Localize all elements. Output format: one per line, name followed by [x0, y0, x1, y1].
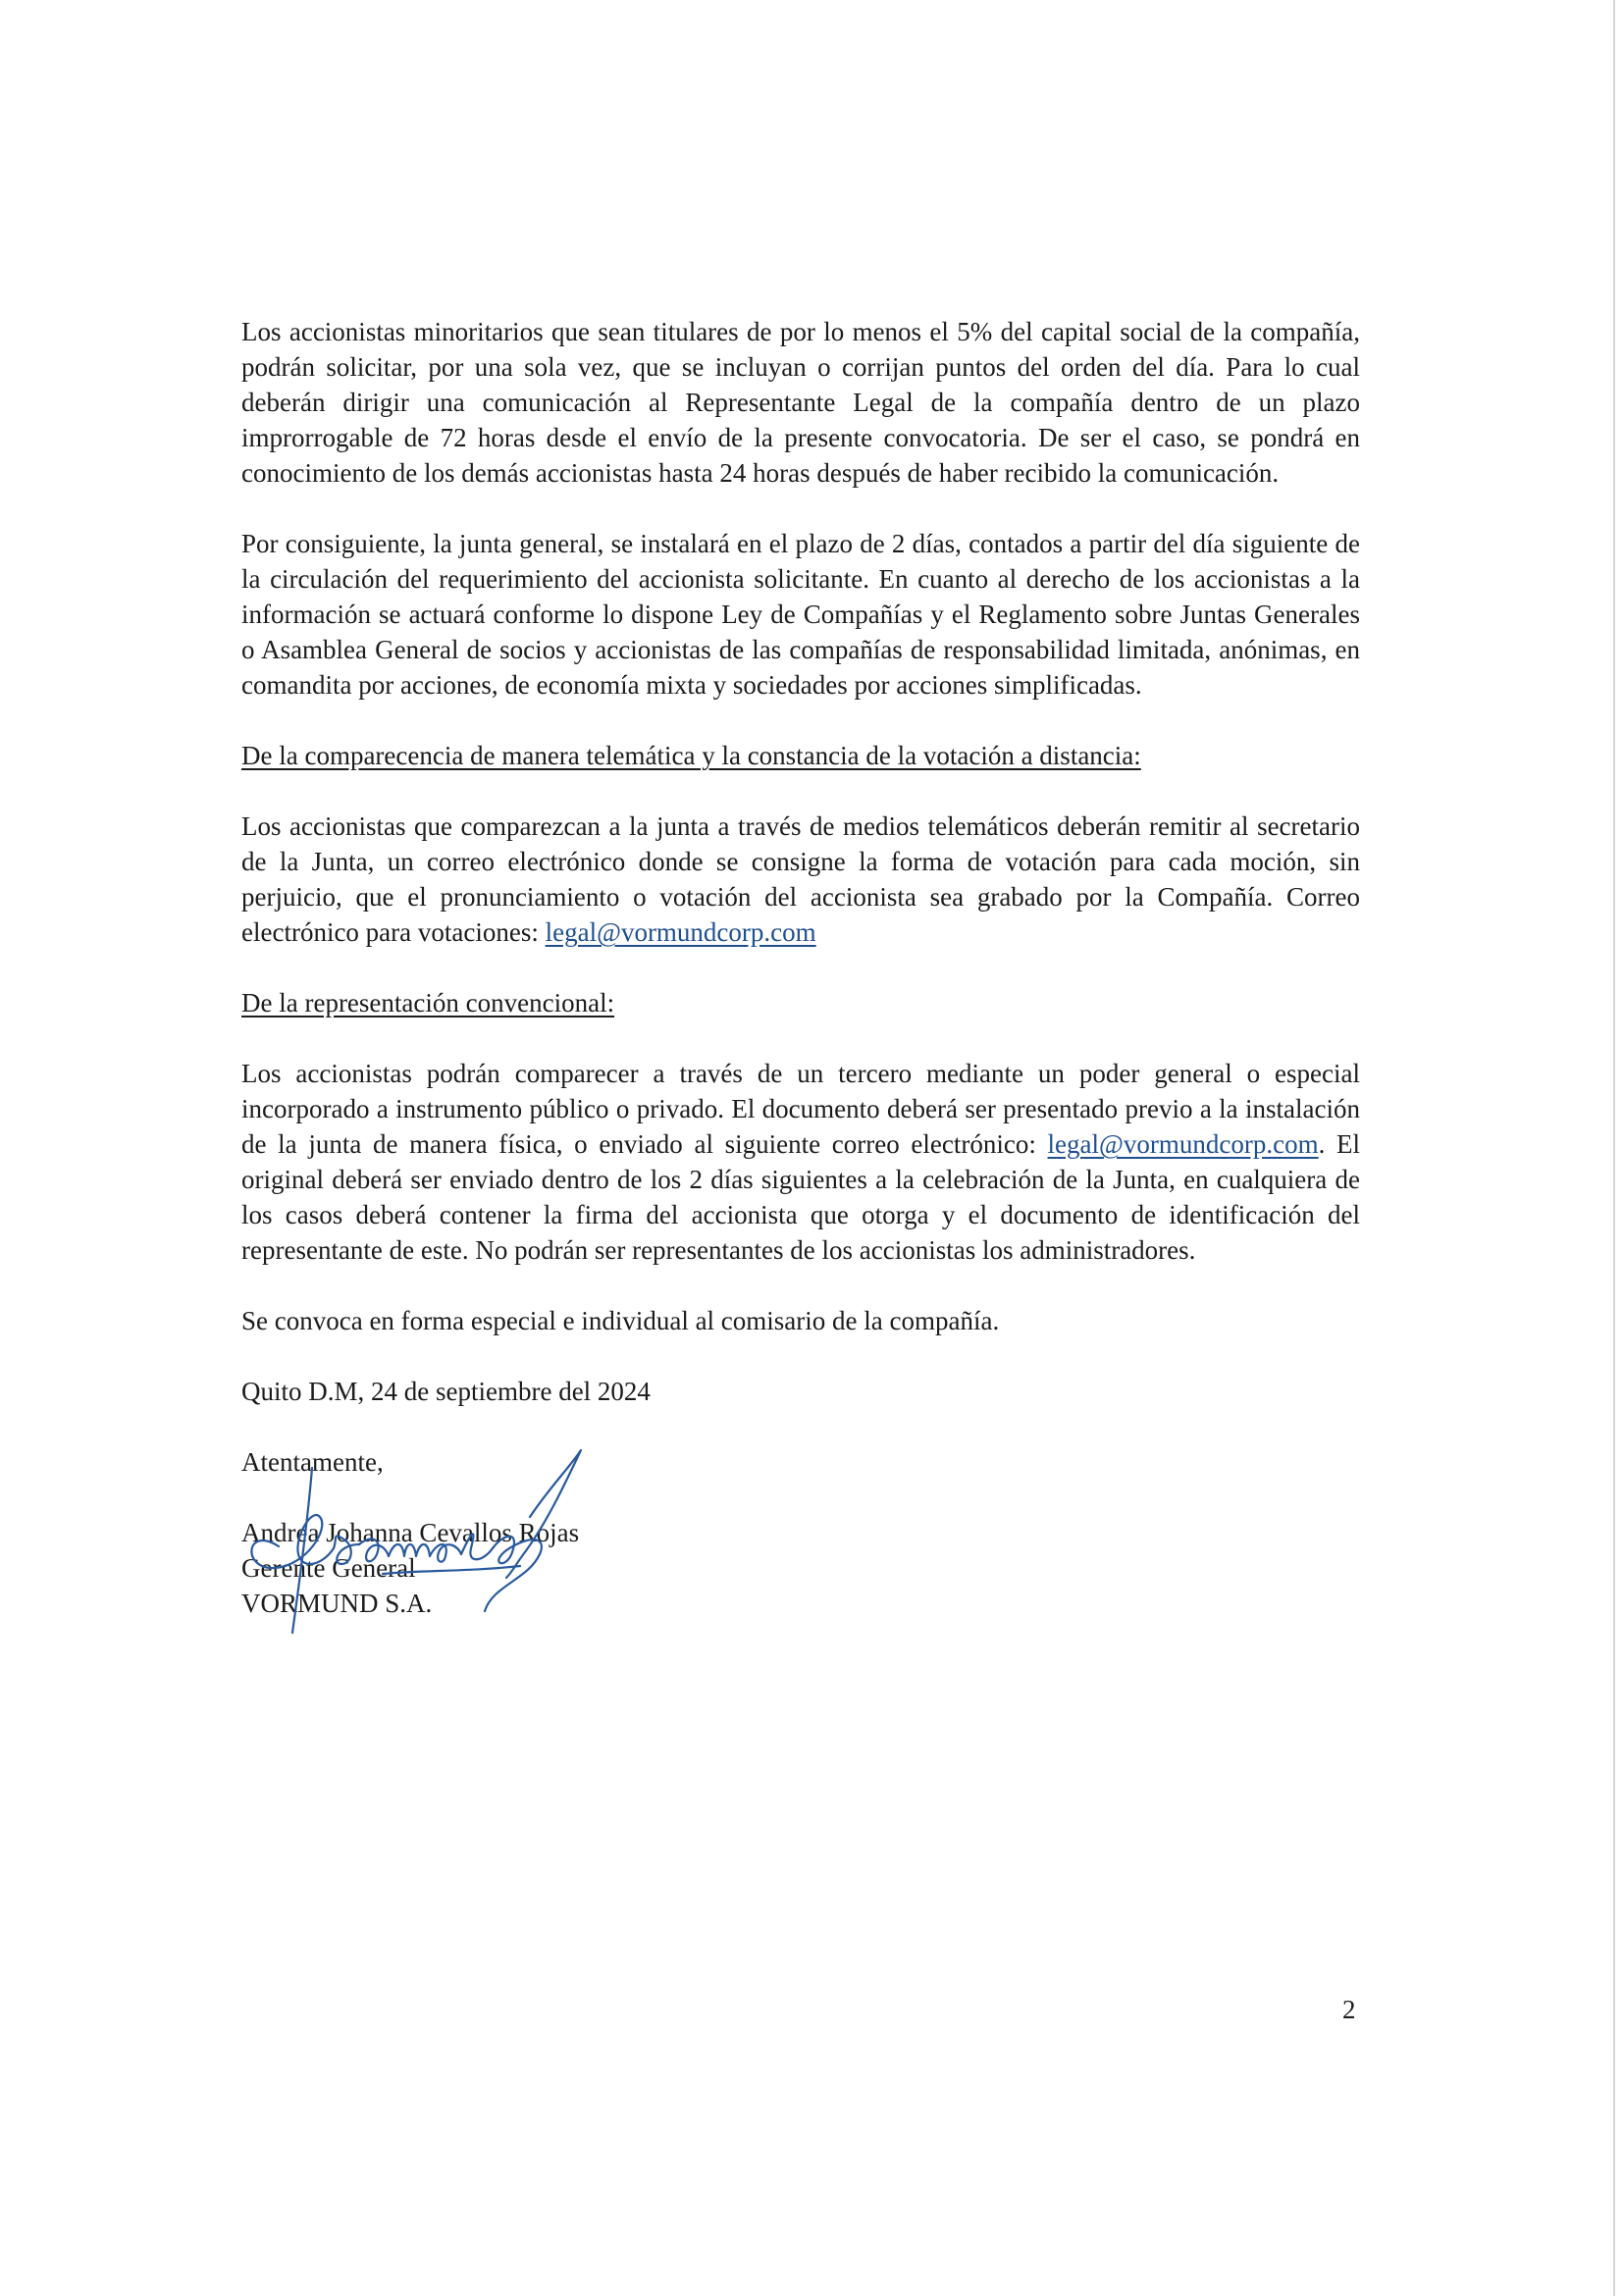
signature-block	[241, 1515, 1360, 1621]
paragraph-minority-shareholders: Los accionistas minoritarios que sean titulares de por lo menos el 5% del capital social de la compañía, podrán solicitar, por una sola vez, que se incluyan o corrijan puntos del orden del día. Para lo cual deberán dirigir una comunicación al Representante Legal de la compañía dentro de un plazo improrrogable de 72 horas desde el envío de la presente convocatoria. De ser el caso, se pondrá en conocimiento de los demás accionistas hasta 24 horas después de haber recibido la comunicación.	[241, 317, 1360, 488]
signatory-name: Andrea Johanna Cevallos Rojas	[241, 1518, 580, 1547]
representation-text-after: . El original deberá ser enviado dentro de los 2 días siguientes a la celebración de la Junta, en cualquiera de los casos deberá contener la firma del accionista que otorga y el documento de identificación del representante de este. No podrán ser representantes de los accionistas los administradores.	[241, 1129, 1360, 1265]
paragraph-representation	[241, 1056, 1360, 1268]
voting-email-link[interactable]: legal@vormundcorp.com	[545, 917, 816, 947]
closing-salutation: Atentamente,	[241, 1447, 384, 1477]
page-number: 2	[1342, 1995, 1356, 2024]
signatory-company: VORMUND S.A.	[241, 1589, 433, 1618]
telematic-voting-text: Los accionistas que comparezcan a la junta a través de medios telemáticos deberán remitir al secretario de la Junta, un correo electrónico donde se consigne la forma de votación para cada moción, sin perjuicio, que el pronunciamiento o votación del accionista sea grabado por la Compañía. Correo electrónico para votaciones:	[241, 811, 1360, 947]
signatory-title: Gerente General	[241, 1553, 416, 1583]
representation-email-link[interactable]: legal@vormundcorp.com	[1047, 1129, 1319, 1159]
page-edge	[1613, 0, 1615, 2296]
heading-telematic-attendance: De la comparecencia de manera telemática y la constancia de la votación a distancia:	[241, 741, 1141, 770]
paragraph-telematic-voting	[241, 809, 1360, 950]
paragraph-commissioner: Se convoca en forma especial e individual al comisario de la compañía.	[241, 1306, 1000, 1335]
heading-conventional-representation: De la representación convencional:	[241, 988, 615, 1018]
paragraph-general-meeting: Por consiguiente, la junta general, se instalará en el plazo de 2 días, contados a partir del día siguiente de la circulación del requerimiento del accionista solicitante. En cuanto al derecho de los accionistas a la información se actuará conforme lo dispone Ley de Compañías y el Reglamento sobre Juntas Generales o Asamblea General de socios y accionistas de las compañías de responsabilidad limitada, anónimas, en comandita por acciones, de economía mixta y sociedades por acciones simplificadas.	[241, 529, 1360, 700]
representation-text-before: Los accionistas podrán comparecer a través de un tercero mediante un poder general o especial incorporado a instrumento público o privado. El documento deberá ser presentado previo a la instalación de la junta de manera física, o enviado al siguiente correo electrónico:	[241, 1059, 1360, 1159]
date-line: Quito D.M, 24 de septiembre del 2024	[241, 1377, 651, 1406]
document-body	[241, 314, 1360, 1621]
